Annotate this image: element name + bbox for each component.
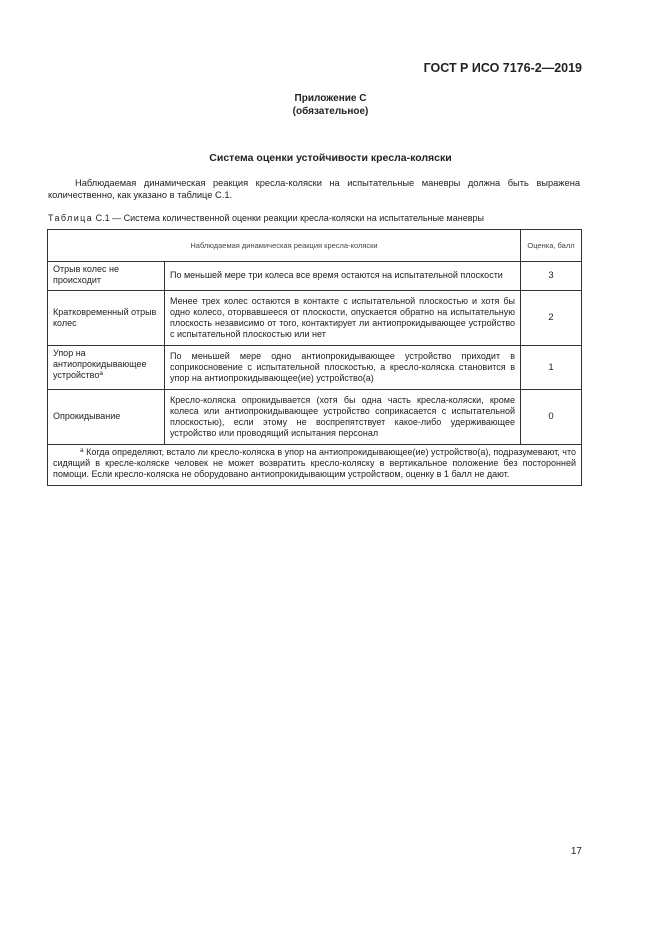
annex-title: Приложение С [294,93,367,104]
table-row [48,390,582,445]
footnote-marker: а [80,447,84,454]
row-description: Менее трех колес остаются в контакте с испытательной плоскостью и хотя бы одно колесо, оторвавшееся от плоскости, опускается обратно на испытательную плоскость независимо от того, контактирует ли антиопрокидывающее устройство с испытательной плоскостью или нет [165,291,521,346]
scoring-table [47,229,582,486]
row-name: Отрыв колес не происходит [48,262,165,291]
table-row [48,291,582,346]
row-name-text: Упор на антиопрокидывающее устройство [53,348,147,381]
footnote-text: Когда определяют, встало ли кресло-коляска в упор на антиопрокидывающее(ие) устройство(а), подразумевают, что сидящий в кресле-коляске человек не может возвратить кресло-коляску в вертикальное положение без посторонней помощи. Если кресло-коляска не оборудовано антиопрокидывающим устройством, оценку в 1 балл не дают. [53,447,576,480]
table-row [48,346,582,390]
row-name: Опрокидывание [48,390,165,445]
header-score: Оценка, балл [521,230,582,262]
table-row [48,262,582,291]
row-score: 3 [521,262,582,291]
row-score: 2 [521,291,582,346]
table-caption [48,213,588,223]
row-description: Кресло-коляска опрокидывается (хотя бы одна часть кресла-коляски, кроме колеса или антиопрокидывающее устройство соприкасается с испытательной плоскостью), если этому не воспрепятствует какое-либо удерживающее устройство или проводящий испытания персонал [165,390,521,445]
intro-paragraph: Наблюдаемая динамическая реакция кресла-коляски на испытательные маневры должна быть выражена количественно, как указано в таблице С.1. [48,178,580,200]
row-score: 0 [521,390,582,445]
table-caption-label: Таблица [48,213,94,223]
row-name [48,346,165,390]
page-number: 17 [570,846,582,857]
row-description: По меньшей мере одно антиопрокидывающее устройство приходит в соприкосновение с испытательной плоскостью, а кресло-коляска становится в упор на антиопрокидывающее(ие) устройство(а) [165,346,521,390]
row-description: По меньшей мере три колеса все время остаются на испытательной плоскости [165,262,521,291]
section-title: Система оценки устойчивости кресла-коляски [209,152,452,164]
annex-heading [0,92,661,118]
table-footnote [48,445,582,486]
table-header-row [48,230,582,262]
row-score: 1 [521,346,582,390]
footnote-marker: а [99,370,103,378]
row-name: Кратковременный отрыв колес [48,291,165,346]
document-standard-number: ГОСТ Р ИСО 7176-2—2019 [423,61,582,75]
table-footnote-row [48,445,582,486]
annex-status: (обязательное) [292,106,369,117]
table-caption-text: С.1 — Система количественной оценки реакции кресла-коляски на испытательные маневры [93,213,484,223]
header-reaction: Наблюдаемая динамическая реакция кресла-коляски [48,230,521,262]
